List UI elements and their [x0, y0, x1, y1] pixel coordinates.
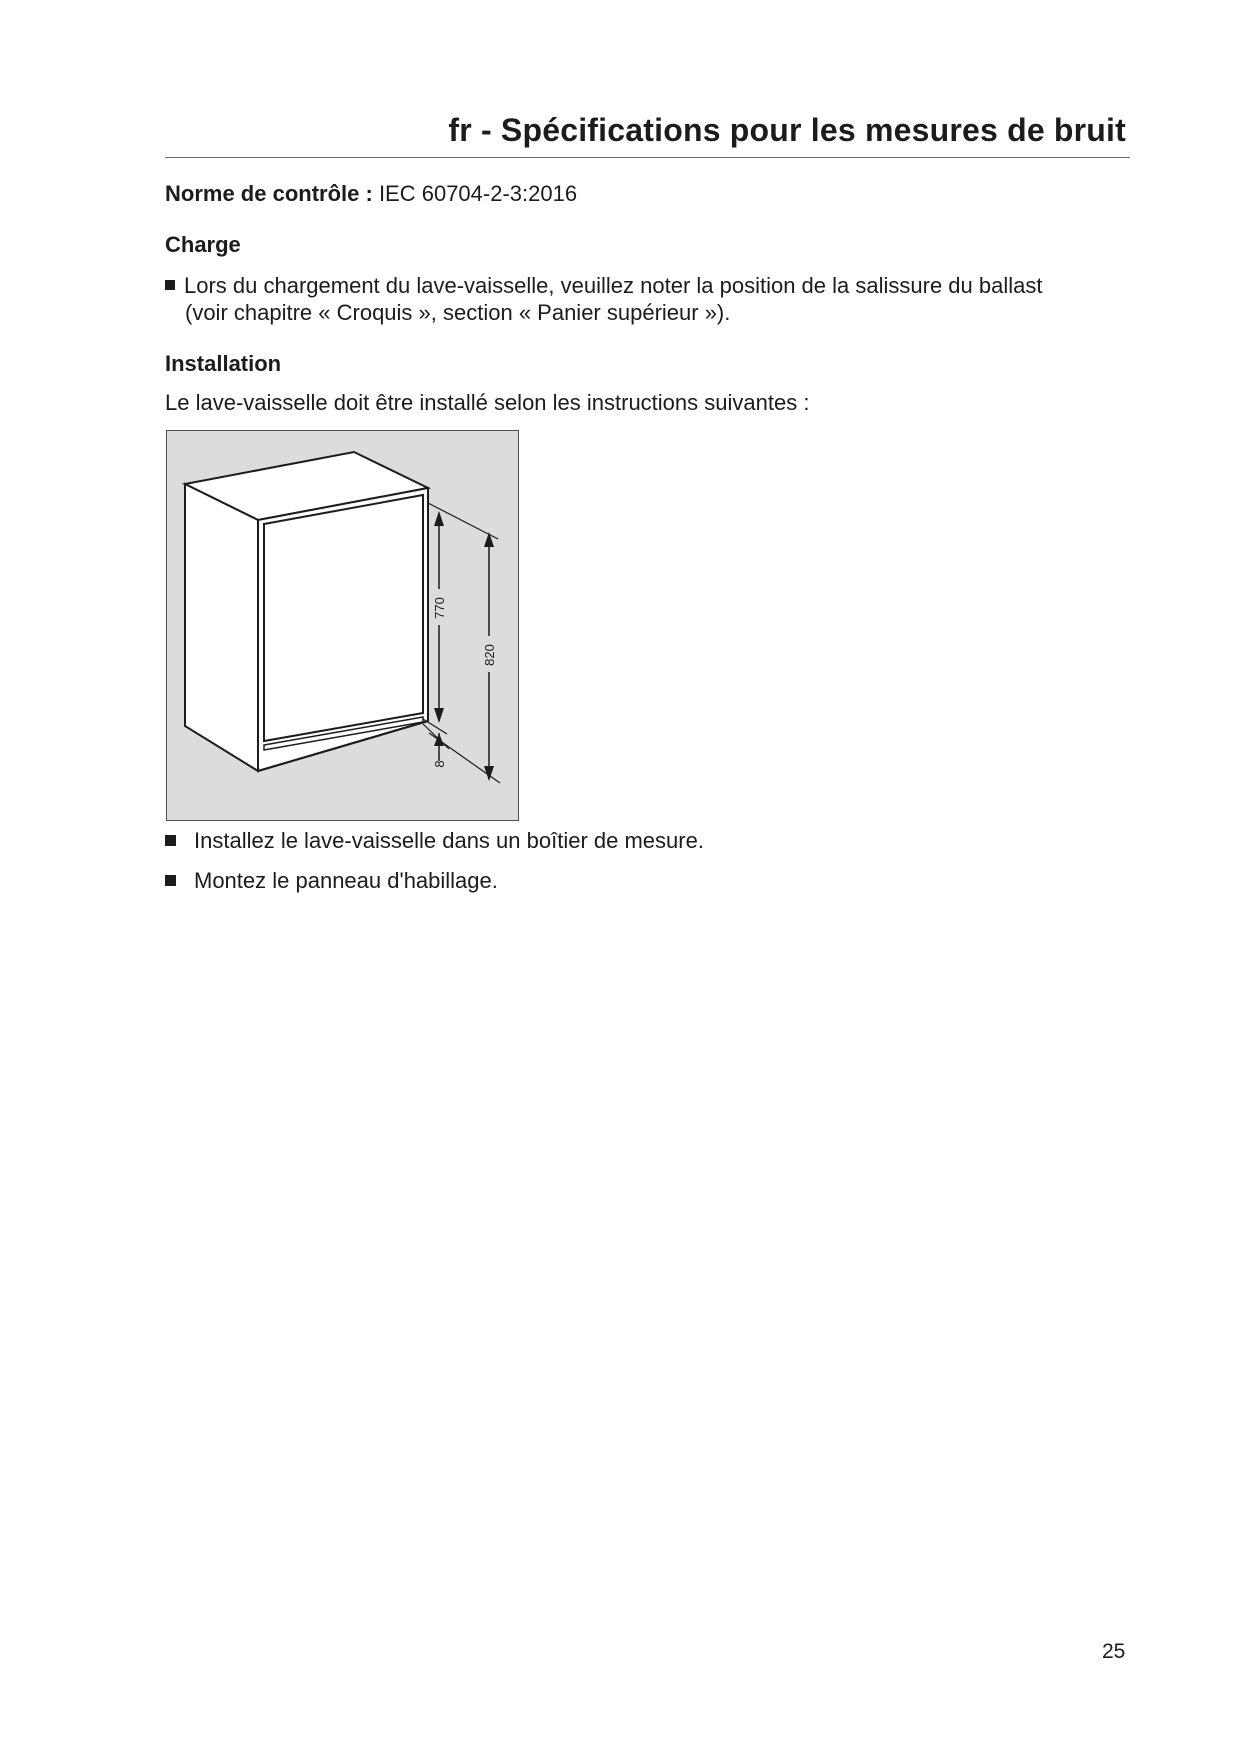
page-title: fr - Spécifications pour les mesures de bruit [448, 112, 1126, 148]
arrow-up-icon [434, 733, 444, 746]
installation-diagram [166, 430, 519, 821]
list-item: Installez le lave-vaisselle dans un boîtier de mesure. [165, 828, 704, 854]
page-number: 25 [1102, 1640, 1126, 1663]
list-item: Montez le panneau d'habillage. [165, 868, 498, 894]
charge-bullet [165, 272, 1042, 326]
installation-heading: Installation [165, 351, 282, 376]
extension-line-mid [423, 719, 447, 734]
test-standard-label: Norme de contrôle : [165, 181, 373, 206]
test-standard [165, 181, 577, 207]
bullet-square-icon [165, 835, 176, 846]
test-standard-value: IEC 60704-2-3:2016 [378, 181, 578, 206]
bullet-square-icon [165, 280, 175, 290]
cabinet-side [185, 484, 258, 771]
arrow-up-icon [434, 511, 444, 526]
dimension-label-770: 770 [432, 597, 447, 619]
arrow-up-icon [484, 532, 494, 547]
charge-bullet-line2: (voir chapitre « Croquis », section « Panier supérieur »). [185, 300, 731, 325]
installation-intro: Le lave-vaisselle doit être installé selon les instructions suivantes : [165, 390, 810, 415]
arrow-down-icon [434, 708, 444, 723]
dimension-label-8: 8 [432, 760, 447, 768]
dishwasher-drawing [167, 431, 518, 820]
bullet-square-icon [165, 875, 176, 886]
charge-heading: Charge [165, 232, 241, 257]
charge-bullet-line1: Lors du chargement du lave-vaisselle, veuillez noter la position de la salissure du ballast [184, 273, 1043, 298]
dimension-label-820: 820 [482, 644, 497, 666]
title-divider [165, 157, 1130, 158]
